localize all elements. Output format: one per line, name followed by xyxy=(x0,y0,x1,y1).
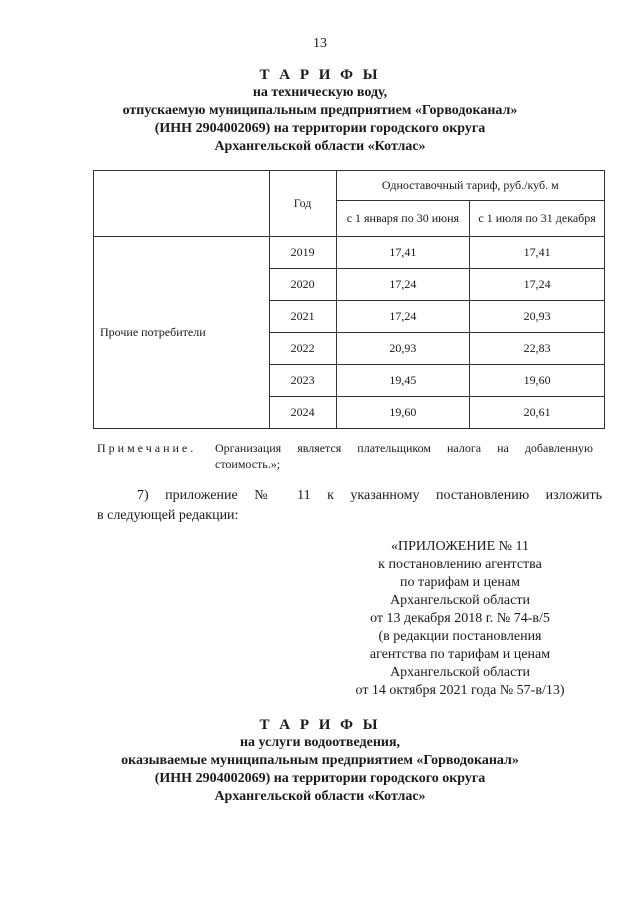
tariff-cell: 17,41 xyxy=(470,237,605,269)
tariff-cell: 20,93 xyxy=(336,333,470,365)
title-heading: Т А Р И Ф Ы xyxy=(259,67,381,83)
appendix-line: (в редакции постановления xyxy=(378,629,542,644)
note-text: Организация является плательщиком налога на добавленную стоимость.»; xyxy=(215,441,593,471)
tariff-cell: 19,45 xyxy=(336,365,470,397)
table-note xyxy=(97,440,602,472)
water-tariff-title xyxy=(0,66,640,156)
year-cell: 2019 xyxy=(269,237,336,269)
title-line: Архангельской области «Котлас» xyxy=(214,139,426,154)
title-line: оказываемые муниципальным предприятием «Горводоканал» xyxy=(121,753,519,768)
page-number: 13 xyxy=(313,36,327,51)
consumer-header-cell xyxy=(94,171,270,237)
title-heading: Т А Р И Ф Ы xyxy=(259,717,381,733)
appendix-line: Архангельской области xyxy=(390,593,530,608)
tariff-cell: 19,60 xyxy=(336,397,470,429)
tariff-cell: 20,93 xyxy=(470,301,605,333)
tariff-cell: 17,24 xyxy=(336,269,470,301)
year-cell: 2021 xyxy=(269,301,336,333)
year-cell: 2023 xyxy=(269,365,336,397)
sewerage-tariff-title xyxy=(0,716,640,806)
tariff-cell: 22,83 xyxy=(470,333,605,365)
appendix-line: к постановлению агентства xyxy=(378,557,542,572)
paragraph-line: в следующей редакции: xyxy=(97,508,239,523)
title-line: на услуги водоотведения, xyxy=(239,735,401,750)
tariff-header: Одноставочный тариф, руб./куб. м xyxy=(336,171,604,201)
year-cell: 2020 xyxy=(269,269,336,301)
title-line: отпускаемую муниципальным предприятием «Горводоканал» xyxy=(122,103,518,118)
appendix-line: агентства по тарифам и ценам xyxy=(369,647,551,662)
tariff-cell: 17,24 xyxy=(336,301,470,333)
tariff-cell: 17,41 xyxy=(336,237,470,269)
tariff-cell: 17,24 xyxy=(470,269,605,301)
year-cell: 2022 xyxy=(269,333,336,365)
appendix-line: от 13 декабря 2018 г. № 74-в/5 xyxy=(370,611,550,626)
year-header: Год xyxy=(269,171,336,237)
year-cell: 2024 xyxy=(269,397,336,429)
consumer-cell: Прочие потребители xyxy=(94,237,270,429)
title-line: (ИНН 2904002069) на территории городского округа xyxy=(154,121,486,136)
title-line: Архангельской области «Котлас» xyxy=(214,789,426,804)
tariff-cell: 19,60 xyxy=(470,365,605,397)
appendix-line: по тарифам и ценам xyxy=(400,575,520,590)
amendment-paragraph xyxy=(97,486,602,526)
half2-header: с 1 июля по 31 декабря xyxy=(470,201,605,237)
table-row xyxy=(94,237,605,269)
tariff-cell: 20,61 xyxy=(470,397,605,429)
half1-header: с 1 января по 30 июня xyxy=(336,201,470,237)
tariff-table xyxy=(93,170,605,429)
appendix-line: «ПРИЛОЖЕНИЕ № 11 xyxy=(391,539,529,554)
appendix-header xyxy=(340,538,580,700)
appendix-line: Архангельской области xyxy=(390,665,530,680)
paragraph-line: 7) приложение № 11 к указанному постановлению изложить xyxy=(137,488,602,503)
title-line: на техническую воду, xyxy=(252,85,388,100)
note-label: Примечание. xyxy=(97,441,197,455)
title-line: (ИНН 2904002069) на территории городского округа xyxy=(154,771,486,786)
appendix-line: от 14 октября 2021 года № 57-в/13) xyxy=(355,683,565,698)
